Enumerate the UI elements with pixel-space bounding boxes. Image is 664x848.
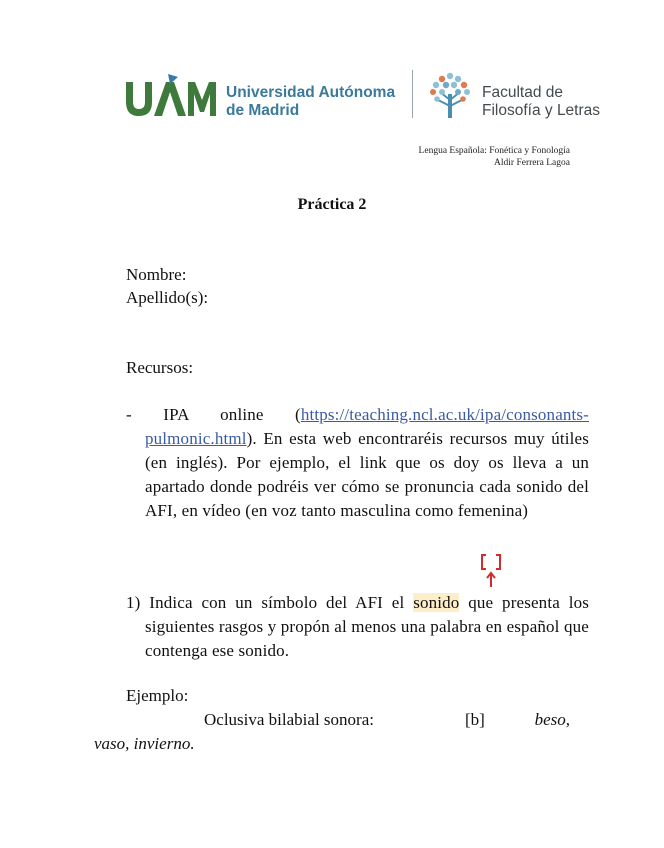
logo-divider (412, 70, 413, 118)
question-1-end: que presenta los siguientes rasgos y propón al menos una palabra en español que contenga ese sonido. (145, 593, 590, 660)
course-meta (419, 145, 570, 169)
university-name (226, 84, 395, 120)
page-title: Práctica 2 (297, 196, 367, 213)
ipa-description: ). En esta web encontraréis recursos muy útiles (en inglés). Por ejemplo, el link que os doy os lleva a un apartado donde podréis ver cómo se pronuncia cada sonido del AFI, en vídeo (en voz tanto masculina como femenina) (145, 429, 589, 520)
faculty-tree-icon (428, 70, 472, 120)
example-word-1: beso, (534, 710, 570, 729)
faculty-name-line2: Filosofía y Letras (482, 102, 601, 119)
nombre-label: Nombre: (126, 265, 187, 284)
question-1 (126, 591, 589, 663)
faculty-name (482, 84, 600, 120)
ipa-link[interactable]: https://teaching.ncl.ac.uk/ipa/consonants-pulmonic.html (145, 405, 589, 448)
apellido-label: Apellido(s): (126, 288, 209, 307)
university-name-line1: Universidad Autónoma (226, 84, 396, 101)
faculty-name-line1: Facultad de (482, 84, 563, 101)
instructor-name: Aldir Ferrera Lagoa (494, 158, 570, 168)
ipa-resource-paragraph (126, 403, 589, 523)
recursos-label: Recursos: (126, 358, 194, 377)
question-1-start: 1) Indica con un símbolo del AFI el (126, 593, 414, 612)
example-words: vaso, invierno. (94, 734, 195, 753)
example-symbol: [b] (465, 710, 485, 729)
ejemplo-label: Ejemplo: (126, 686, 189, 705)
course-name: Lengua Española: Fonética y Fonología (418, 146, 570, 156)
ipa-prefix: - IPA online ( (126, 405, 301, 424)
uam-logo (124, 72, 216, 118)
highlighted-word: sonido (413, 593, 460, 612)
example-feature: Oclusiva bilabial sonora: (204, 710, 374, 729)
bracket-annotation-icon (478, 553, 504, 589)
university-name-line2: de Madrid (226, 102, 300, 119)
